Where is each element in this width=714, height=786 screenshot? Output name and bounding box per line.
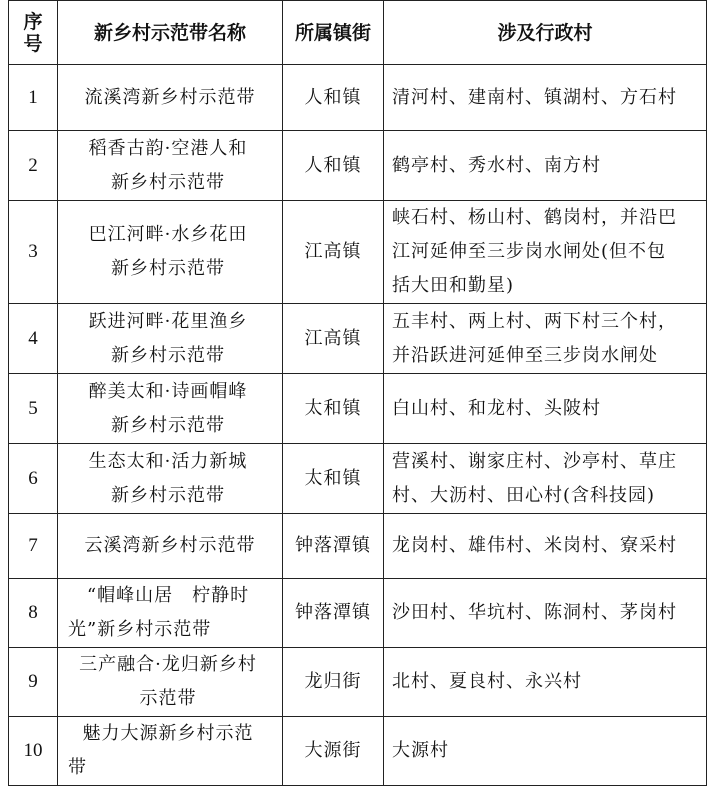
belt-name-cell — [58, 648, 283, 717]
town-cell: 钟落潭镇 — [283, 579, 384, 648]
header-name: 新乡村示范带名称 — [58, 1, 283, 65]
villages-cell — [384, 201, 707, 304]
belt-name-cell — [58, 304, 283, 374]
belt-name-line: 新乡村示范带 — [111, 258, 225, 279]
town-cell: 钟落潭镇 — [283, 514, 384, 579]
belt-name-line: 示范带 — [139, 688, 197, 709]
header-seq-line: 序 — [23, 10, 43, 33]
belt-name-line: 魅力大源新乡村示范 — [82, 723, 254, 744]
row-number: 9 — [9, 648, 58, 717]
belt-name-line: 光”新乡村示范带 — [68, 619, 212, 640]
belt-name-line: 带 — [68, 757, 87, 778]
belt-name-line: 新乡村示范带 — [111, 171, 225, 193]
table-row — [9, 579, 707, 648]
table-body — [9, 65, 707, 786]
villages-line: 沙田村、华坑村、陈洞村、茅岗村 — [392, 602, 677, 623]
table-row — [9, 514, 707, 579]
table-row — [9, 444, 707, 514]
belt-name-line: 巴江河畔·水乡花田 — [88, 224, 248, 245]
villages-cell — [384, 304, 707, 374]
belt-name-cell — [58, 717, 283, 786]
belt-name-cell — [58, 514, 283, 579]
town-cell: 龙归街 — [283, 648, 384, 717]
demonstration-belt-table — [8, 0, 707, 786]
belt-name-cell — [58, 65, 283, 131]
belt-name-cell — [58, 579, 283, 648]
header-seq-line: 号 — [23, 32, 43, 55]
town-cell: 人和镇 — [283, 65, 384, 131]
belt-name-line: 流溪湾新乡村示范带 — [84, 86, 256, 108]
header-villages: 涉及行政村 — [384, 1, 707, 65]
row-number: 7 — [9, 514, 58, 579]
belt-name-line: 新乡村示范带 — [111, 414, 225, 436]
table-row — [9, 131, 707, 201]
table-row — [9, 65, 707, 131]
villages-line: 龙岗村、雄伟村、米岗村、寮采村 — [392, 535, 677, 556]
belt-name-line: 跃进河畔·花里渔乡 — [88, 310, 248, 332]
villages-line: 清河村、建南村、镇湖村、方石村 — [392, 86, 677, 108]
belt-name-line: 生态太和·活力新城 — [88, 450, 248, 472]
table-row — [9, 717, 707, 786]
row-number: 5 — [9, 374, 58, 444]
belt-name-cell — [58, 374, 283, 444]
row-number: 8 — [9, 579, 58, 648]
belt-name-line: 稻香古韵·空港人和 — [88, 137, 248, 159]
villages-cell — [384, 579, 707, 648]
villages-line: 白山村、和龙村、头陂村 — [392, 397, 601, 419]
villages-line: 鹤亭村、秀水村、南方村 — [392, 154, 601, 176]
villages-cell — [384, 514, 707, 579]
villages-cell — [384, 65, 707, 131]
villages-line: 营溪村、谢家庄村、沙亭村、草庄 — [392, 450, 677, 472]
row-number: 1 — [9, 65, 58, 131]
villages-cell — [384, 131, 707, 201]
town-cell: 人和镇 — [283, 131, 384, 201]
town-cell: 江高镇 — [283, 201, 384, 304]
villages-cell — [384, 648, 707, 717]
row-number: 2 — [9, 131, 58, 201]
table-row — [9, 374, 707, 444]
belt-name-cell — [58, 444, 283, 514]
table-row — [9, 304, 707, 374]
row-number: 10 — [9, 717, 58, 786]
villages-line: 北村、夏良村、永兴村 — [392, 671, 582, 692]
belt-name-line: 三产融合·龙归新乡村 — [79, 654, 257, 675]
header-town: 所属镇街 — [283, 1, 384, 65]
villages-line: 五丰村、两上村、两下村三个村， — [392, 310, 677, 332]
town-cell: 太和镇 — [283, 444, 384, 514]
belt-name-line: 新乡村示范带 — [111, 344, 225, 366]
belt-name-line: 新乡村示范带 — [111, 484, 225, 506]
table-row — [9, 648, 707, 717]
villages-cell — [384, 374, 707, 444]
villages-line: 村、大沥村、田心村(含科技园) — [392, 484, 656, 506]
villages-line: 峡石村、杨山村、鹤岗村，并沿巴 — [392, 207, 677, 228]
belt-name-line: 醉美太和·诗画帽峰 — [88, 380, 248, 402]
belt-name-cell — [58, 201, 283, 304]
header-seq — [9, 1, 58, 65]
row-number: 3 — [9, 201, 58, 304]
villages-cell — [384, 717, 707, 786]
villages-line: 括大田和勤星) — [392, 275, 515, 296]
town-cell: 大源街 — [283, 717, 384, 786]
table-row — [9, 201, 707, 304]
belt-name-cell — [58, 131, 283, 201]
header-row — [9, 1, 707, 65]
villages-line: 大源村 — [392, 740, 449, 761]
villages-line: 并沿跃进河延伸至三步岗水闸处 — [392, 344, 658, 366]
town-cell: 太和镇 — [283, 374, 384, 444]
belt-name-line: 云溪湾新乡村示范带 — [84, 535, 256, 556]
villages-cell — [384, 444, 707, 514]
belt-name-line: “帽峰山居 柠静时 — [86, 585, 250, 606]
row-number: 6 — [9, 444, 58, 514]
villages-line: 江河延伸至三步岗水闸处(但不包 — [392, 241, 667, 262]
town-cell: 江高镇 — [283, 304, 384, 374]
row-number: 4 — [9, 304, 58, 374]
